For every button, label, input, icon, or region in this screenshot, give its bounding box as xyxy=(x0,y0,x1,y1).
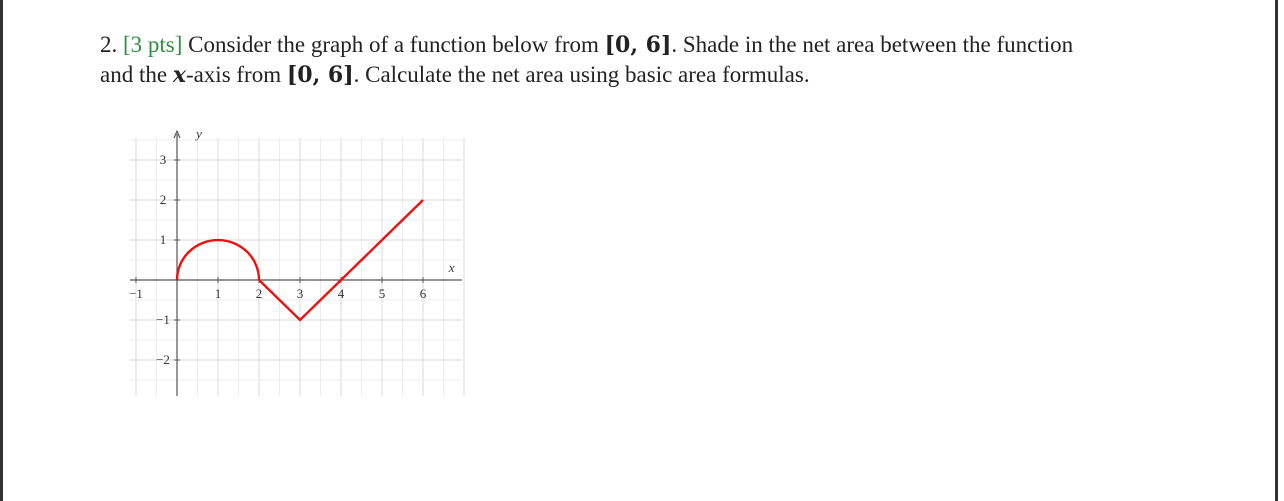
y-tick-label: 2 xyxy=(159,192,167,207)
function-graph xyxy=(110,118,490,408)
y-tick-label: −2 xyxy=(156,352,170,367)
y-tick-label: 3 xyxy=(159,152,167,167)
y-tick-label: 1 xyxy=(159,232,167,247)
x-tick-label: 4 xyxy=(337,286,345,301)
y-axis-label: y xyxy=(196,126,202,141)
question-text-part2: . Shade in the net area between the function xyxy=(671,32,1074,57)
points-label: [3 pts] xyxy=(123,32,183,57)
x-tick-label: 3 xyxy=(296,286,304,301)
question-text-part5: . Calculate the net area using basic area formulas. xyxy=(353,62,810,87)
question-line-2 xyxy=(100,60,1200,90)
question-line-1 xyxy=(100,30,1200,60)
x-tick-label: 1 xyxy=(214,286,222,301)
x-tick-label: 5 xyxy=(378,286,386,301)
question-number: 2. xyxy=(100,32,118,57)
y-tick-label: −1 xyxy=(156,312,170,327)
x-tick-label: 6 xyxy=(419,286,427,301)
question-text-part4: -axis from xyxy=(185,62,287,87)
interval-0-6-first: [0, 6] xyxy=(604,32,672,58)
x-variable: x xyxy=(172,62,186,88)
question-text-part3: and the xyxy=(100,62,173,87)
x-axis-label: x xyxy=(448,260,455,275)
question-text xyxy=(100,30,1200,90)
question-text-part1: Consider the graph of a function below from xyxy=(182,32,605,57)
x-tick-label: −1 xyxy=(129,286,143,301)
interval-0-6-second: [0, 6] xyxy=(286,62,354,88)
x-tick-label: 2 xyxy=(255,286,263,301)
